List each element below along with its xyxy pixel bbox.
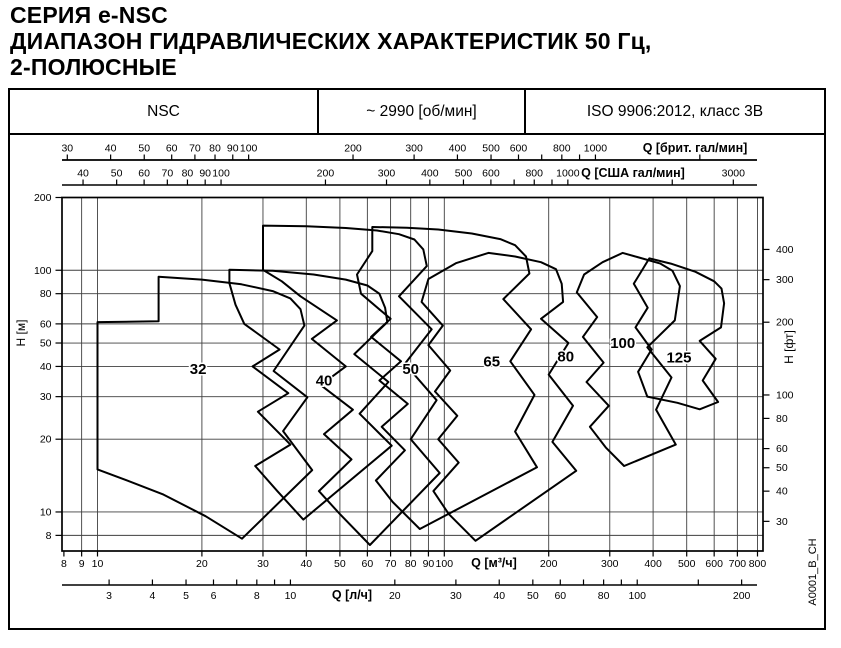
envelope-label-80: 80 xyxy=(557,348,575,366)
tick-label: 80 xyxy=(181,167,194,180)
header-series-cell: NSC xyxy=(10,90,319,133)
tick-label: 20 xyxy=(388,590,401,602)
envelope-32 xyxy=(98,277,313,539)
tick-label: 1000 xyxy=(583,142,608,155)
tick-label: 300 xyxy=(601,558,619,570)
axis-h-m xyxy=(14,192,62,542)
tick-label: 10 xyxy=(39,506,52,519)
tick-label: 50 xyxy=(776,462,788,475)
tick-label: 60 xyxy=(39,318,52,331)
tick-label: 100 xyxy=(628,590,646,602)
title-line-2: ДИАПАЗОН ГИДРАВЛИЧЕСКИХ ХАРАКТЕРИСТИК 50 Гц, xyxy=(10,28,652,54)
axis-us-gpm xyxy=(62,166,757,185)
tick-label: 200 xyxy=(33,192,52,204)
axis-imp-gpm xyxy=(61,141,757,160)
axis-m3h xyxy=(61,551,766,570)
envelope-50 xyxy=(263,226,440,545)
tick-label: 40 xyxy=(77,167,89,180)
tick-label: 600 xyxy=(509,142,528,155)
tick-label: 300 xyxy=(405,142,423,155)
tick-label: 90 xyxy=(199,167,212,180)
tick-label: 60 xyxy=(554,590,567,602)
tick-label: 100 xyxy=(776,389,794,402)
tick-label: 40 xyxy=(104,142,117,155)
tick-label: 60 xyxy=(138,167,150,180)
tick-label: 50 xyxy=(138,142,151,155)
tick-label: 500 xyxy=(454,167,473,180)
tick-label: 800 xyxy=(525,167,544,180)
tick-label: 6 xyxy=(210,590,217,602)
tick-label: 800 xyxy=(553,142,571,155)
tick-label: 30 xyxy=(776,515,788,528)
tick-label: 100 xyxy=(33,264,52,277)
tick-label: 70 xyxy=(161,167,174,180)
tick-label: 400 xyxy=(644,558,662,570)
tick-label: 70 xyxy=(384,558,397,570)
tick-label: 50 xyxy=(39,337,52,350)
tick-label: 4 xyxy=(149,590,156,602)
tick-label: 30 xyxy=(39,391,52,404)
tick-label: 80 xyxy=(39,288,52,301)
tick-label: 20 xyxy=(39,433,52,446)
axis-unit-label-h-m: H [м] xyxy=(14,319,28,347)
axis-unit-label: Q [л/ч] xyxy=(331,588,373,602)
tick-label: 60 xyxy=(361,558,374,570)
tick-label: 300 xyxy=(776,274,794,287)
tick-label: 40 xyxy=(39,360,52,373)
tick-label: 200 xyxy=(316,167,335,180)
title-line-1: СЕРИЯ e-NSC xyxy=(10,2,168,28)
tick-label: 90 xyxy=(422,558,435,570)
tick-label: 1000 xyxy=(556,167,580,180)
tick-label: 80 xyxy=(597,590,610,602)
tick-label: 5 xyxy=(183,590,189,602)
axis-lps xyxy=(62,580,757,603)
envelope-label-65: 65 xyxy=(483,353,501,371)
tick-label: 400 xyxy=(448,142,467,155)
tick-label: 10 xyxy=(284,590,297,602)
envelope-100 xyxy=(577,253,680,466)
title-line-3: 2-ПОЛЮСНЫЕ xyxy=(10,54,177,80)
tick-label: 70 xyxy=(189,142,201,155)
envelope-label-50: 50 xyxy=(402,361,420,379)
tick-label: 100 xyxy=(239,142,258,155)
tick-label: 90 xyxy=(226,142,239,155)
envelope-label-125: 125 xyxy=(666,349,692,367)
tick-label: 40 xyxy=(493,590,506,602)
tick-label: 50 xyxy=(334,558,346,570)
tick-label: 600 xyxy=(482,167,500,180)
tick-label: 80 xyxy=(404,558,417,570)
drawing-code: A0001_B_CH xyxy=(807,538,819,606)
tick-label: 8 xyxy=(253,590,260,602)
tick-label: 200 xyxy=(344,142,362,155)
tick-label: 500 xyxy=(482,142,500,155)
tick-label: 200 xyxy=(776,316,794,329)
tick-label: 3 xyxy=(106,590,113,602)
header-speed-cell: ~ 2990 [об/мин] xyxy=(319,90,526,133)
tick-label: 60 xyxy=(776,443,788,456)
envelope-125 xyxy=(634,258,724,409)
tick-label: 100 xyxy=(435,558,454,570)
axis-unit-label: Q [брит. гал/мин] xyxy=(642,141,748,155)
tick-label: 200 xyxy=(539,558,558,570)
tick-label: 9 xyxy=(78,558,85,570)
tick-label: 20 xyxy=(196,558,208,570)
tick-label: 40 xyxy=(300,558,313,570)
axis-unit-label-h-ft: H [фт] xyxy=(782,330,796,364)
tick-label: 8 xyxy=(45,529,52,542)
tick-label: 80 xyxy=(209,142,221,155)
tick-label: 800 xyxy=(748,558,767,570)
tick-label: 100 xyxy=(212,167,230,180)
tick-label: 200 xyxy=(732,590,751,602)
envelope-label-100: 100 xyxy=(610,335,636,353)
tick-label: 500 xyxy=(677,558,696,570)
envelope-label-40: 40 xyxy=(315,372,333,390)
axis-h-ft xyxy=(763,244,796,528)
header-standard-cell: ISO 9906:2012, класс 3В xyxy=(586,102,764,120)
tick-label: 400 xyxy=(421,167,439,180)
tick-label: 30 xyxy=(61,142,74,155)
tick-label: 50 xyxy=(110,167,123,180)
axis-unit-label: Q [м³/ч] xyxy=(471,556,517,570)
tick-label: 40 xyxy=(776,485,788,498)
tick-label: 300 xyxy=(377,167,396,180)
tick-label: 700 xyxy=(728,558,747,570)
tick-label: 60 xyxy=(165,142,178,155)
tick-label: 400 xyxy=(776,243,794,256)
tick-label: 3000 xyxy=(721,167,745,180)
tick-label: 80 xyxy=(776,412,788,425)
tick-label: 10 xyxy=(91,558,104,570)
tick-label: 50 xyxy=(526,590,539,602)
axis-unit-label: Q [США гал/мин] xyxy=(581,166,685,180)
tick-label: 30 xyxy=(450,590,462,602)
envelope-label-32: 32 xyxy=(189,361,207,379)
tick-label: 600 xyxy=(705,558,723,570)
tick-label: 8 xyxy=(60,558,67,570)
tick-label: 30 xyxy=(257,558,269,570)
